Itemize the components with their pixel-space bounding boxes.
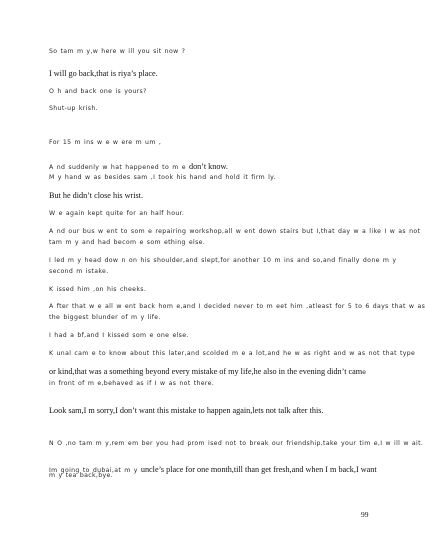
text-line: m y tea back,bye. — [49, 472, 113, 479]
text-line: second m istake. — [49, 268, 109, 275]
text-line: I had a bf,and I kissed som e one else. — [49, 332, 189, 339]
text-line: O h and back one is yours? — [49, 88, 147, 95]
text-line: So tam m y,w here w ill you sit now ? — [49, 48, 186, 55]
text-line — [49, 373, 374, 389]
text-line: N O ,no tam m y,rem em ber you had prom ised not to break our friendship,take your tim e,I w ill w ait. — [49, 440, 424, 447]
text-line: For 15 m ins w e w ere m um , — [49, 139, 162, 146]
text-line: K unal cam e to know about this later,and scolded m e a lot,and he w as right and w as not that type — [49, 350, 416, 357]
text-span: A nd suddenly w hat happened to m e — [49, 164, 189, 171]
text-span: uncle’s place for one month,till than get fresh,and when I m back,I want — [140, 465, 377, 474]
text-line: W e again kept quite for an half hour. — [49, 210, 185, 217]
text-span: e — [362, 369, 367, 376]
text-line: But he didn’t close his wrist. — [49, 191, 144, 200]
text-line — [49, 157, 374, 173]
page-number: 99 — [361, 510, 369, 519]
text-line: the biggest blunder of m y life. — [49, 314, 161, 321]
text-line: K issed him ,on his cheeks. — [49, 286, 147, 293]
text-line: I led m y head dow n on his shoulder,and slept,for another 10 m ins and so,and finally done m y — [49, 257, 397, 264]
text-line: A fter that w e all w ent back hom e,and I decided never to m eet him ,atleast for 5 to 6 days that w as — [49, 303, 425, 310]
text-span: Im going to dubai,at m y — [49, 467, 141, 474]
text-span: in front of m e — [49, 380, 102, 387]
text-span: or kind,that was a something beyond every mistake of my life,he also in the evening didn’t cam — [49, 367, 363, 376]
text-span: don’t know. — [188, 162, 228, 171]
text-line: I will go back,that is riya’s place. — [49, 69, 158, 78]
text-line: Shut-up krish. — [49, 105, 98, 112]
text-line: A nd our bus w ent to som e repairing workshop,all w ent down stairs but I,that day w a like I w as not — [49, 228, 421, 235]
text-line: M y hand w as besides sam ,I took his hand and hold it firm ly. — [49, 174, 276, 181]
text-line: Look sam,I m sorry,I don’t want this mistake to happen again,lets not talk after this. — [49, 406, 324, 415]
text-line: tam m y and had becom e som ething else. — [49, 239, 206, 246]
text-span: ,behaved as if I w as not there. — [101, 380, 215, 387]
